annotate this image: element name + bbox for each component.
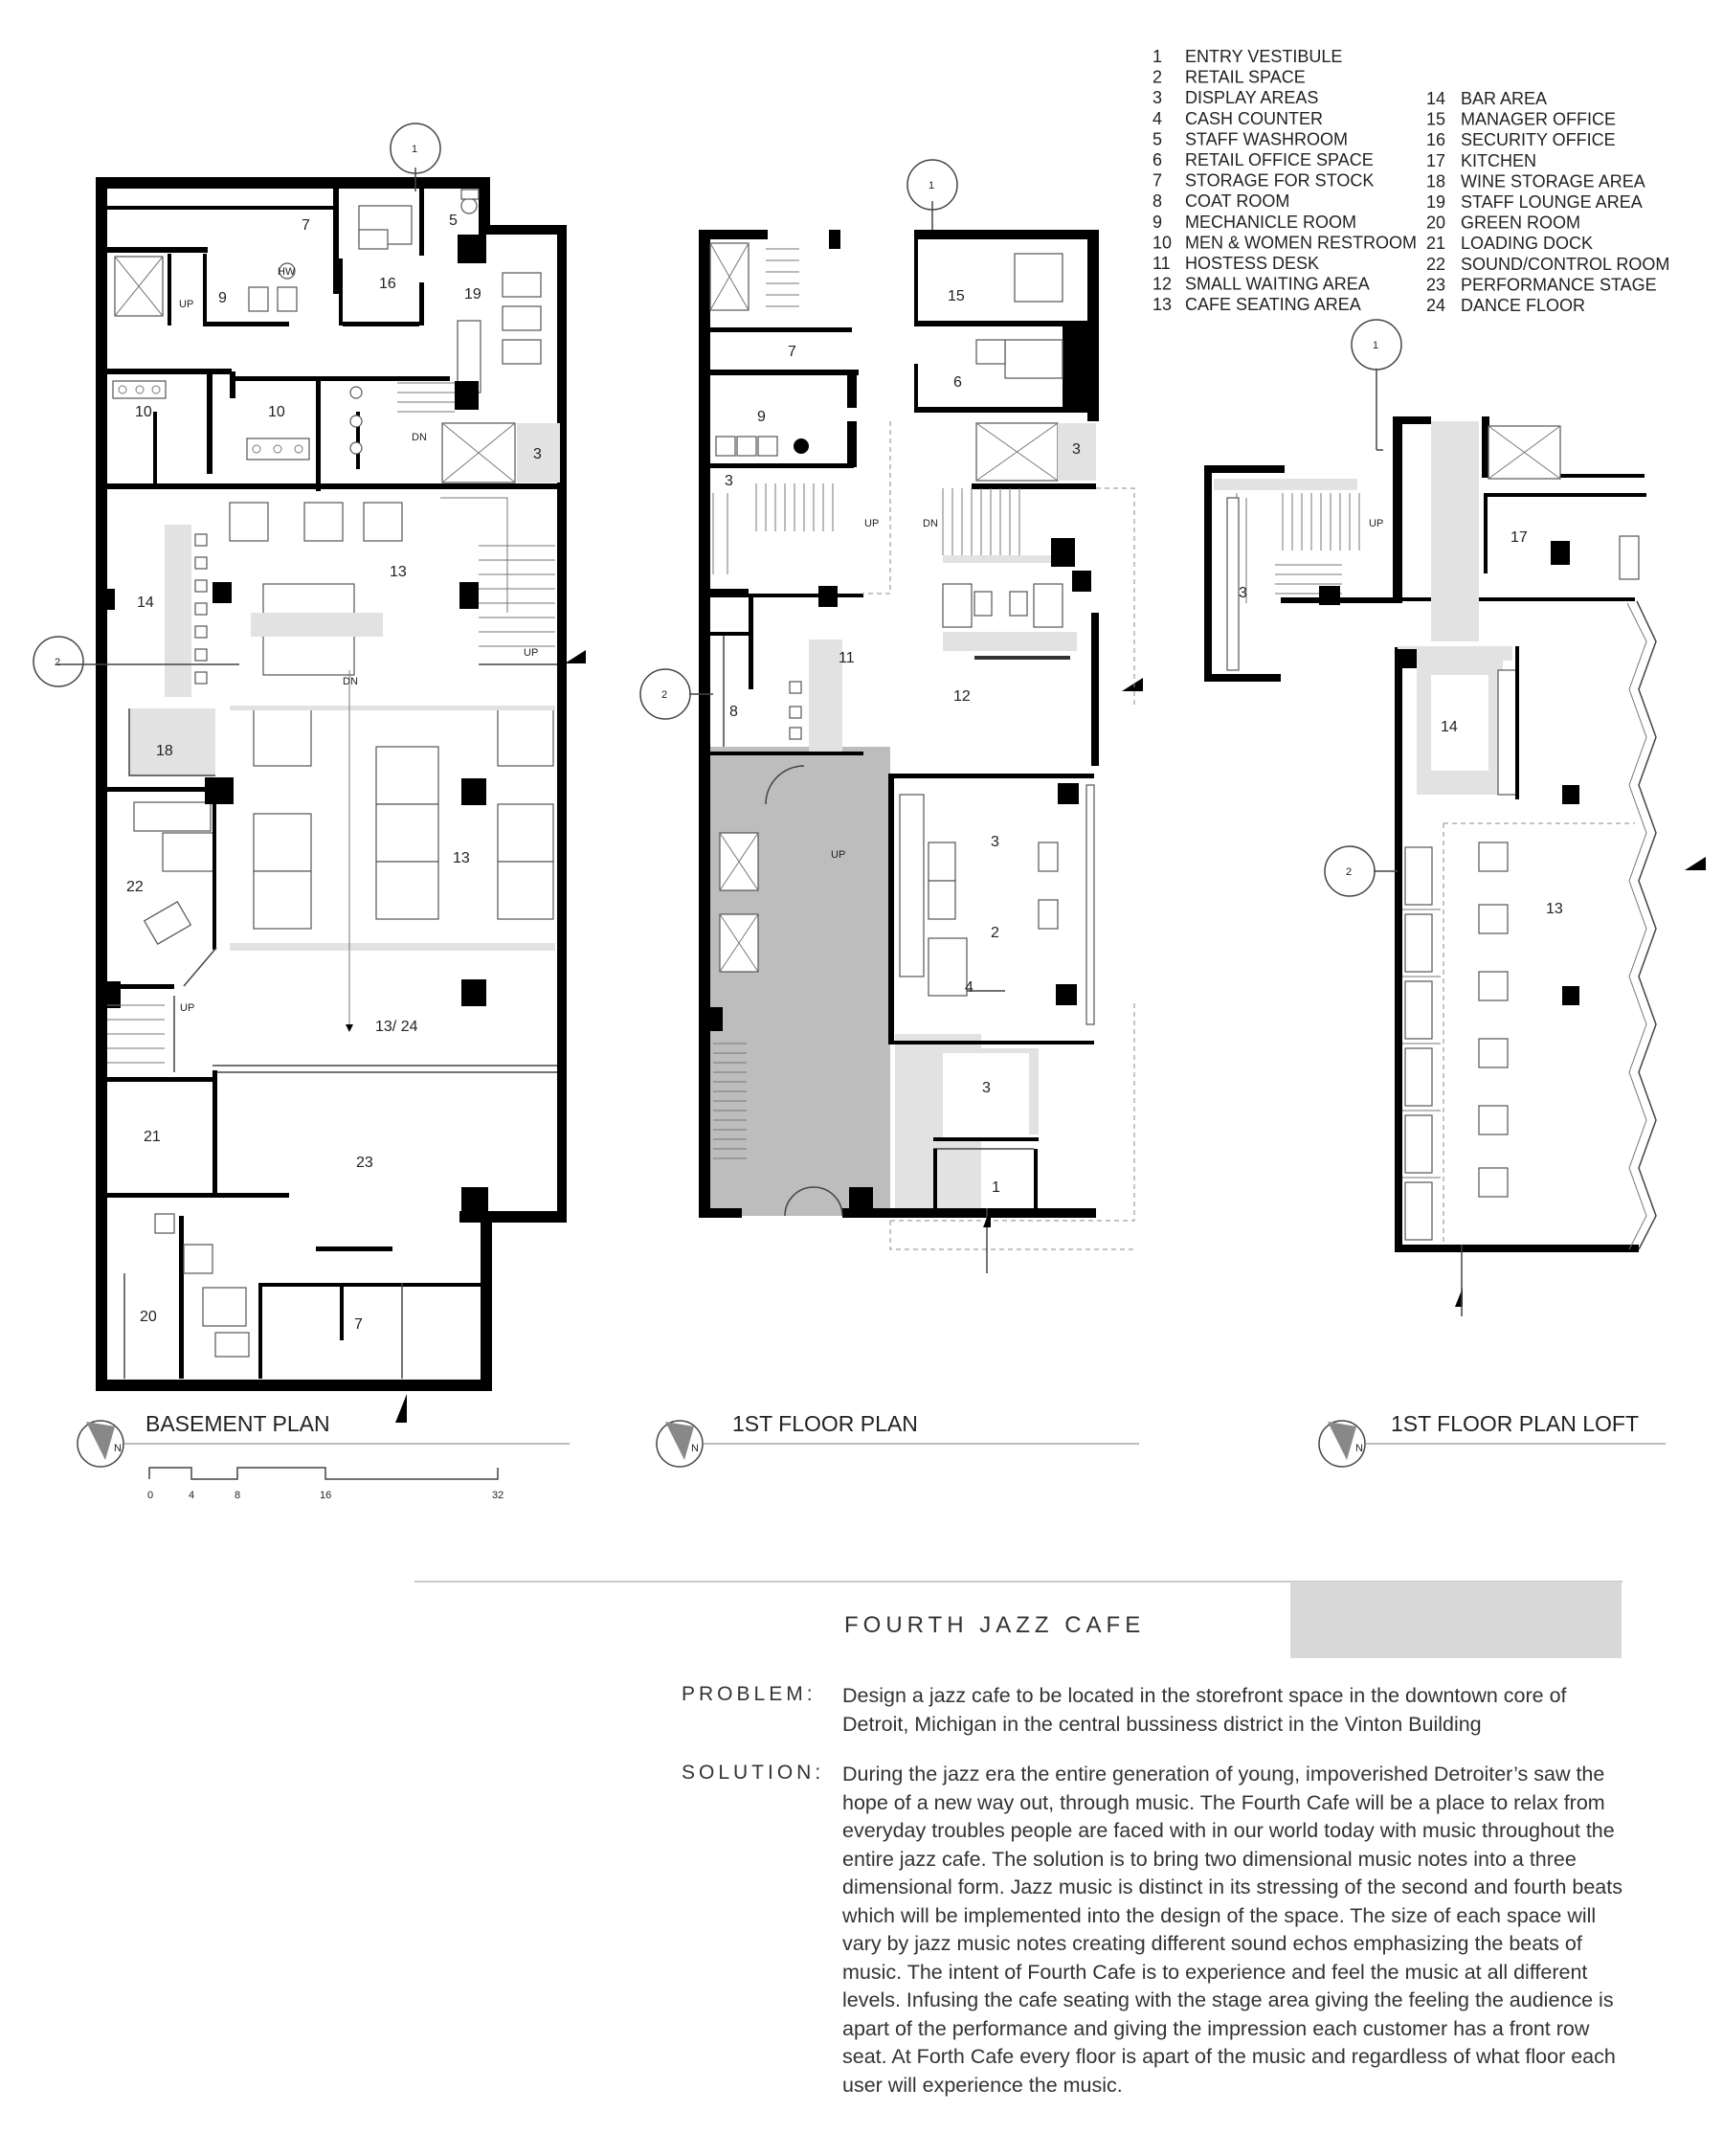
legend-number: 4	[1152, 108, 1163, 128]
legend-number: 23	[1426, 275, 1446, 295]
room-legend	[1152, 47, 1669, 315]
room-label: 7	[302, 217, 310, 234]
room-label: 9	[218, 290, 227, 306]
legend-room-name: ENTRY VESTIBULE	[1185, 47, 1343, 66]
svg-text:1: 1	[412, 144, 418, 155]
stair-up-note: UP	[831, 849, 846, 861]
legend-room-name: RETAIL OFFICE SPACE	[1185, 150, 1374, 169]
room-label: 19	[464, 286, 481, 303]
legend-col1	[1152, 47, 1417, 314]
room-label: 8	[729, 704, 738, 720]
stair-up-note: UP	[179, 299, 194, 310]
legend-number: 20	[1426, 213, 1446, 233]
plan-title: 1ST FLOOR PLAN LOFT	[1391, 1411, 1640, 1436]
legend-number: 1	[1152, 47, 1163, 66]
legend-number: 21	[1426, 234, 1446, 254]
first-plan-title-block	[657, 1411, 1139, 1467]
section-marker-2	[1325, 846, 1375, 896]
room-label: 3	[533, 446, 542, 462]
svg-text:0: 0	[147, 1490, 154, 1501]
legend-number: 9	[1152, 212, 1163, 232]
legend-room-name: SECURITY OFFICE	[1461, 130, 1616, 150]
stair-up-note: UP	[864, 518, 880, 529]
room-label: 3	[1072, 441, 1081, 458]
room-label: 13	[453, 850, 470, 866]
legend-room-name: DANCE FLOOR	[1461, 296, 1586, 315]
room-label: 1	[992, 1179, 1000, 1196]
room-label: 15	[948, 288, 965, 304]
legend-room-name: DISPLAY AREAS	[1185, 88, 1319, 108]
legend-number: 24	[1426, 296, 1446, 315]
legend-number: 5	[1152, 129, 1163, 149]
room-label: 3	[1239, 585, 1247, 601]
legend-room-name: GREEN ROOM	[1461, 213, 1581, 233]
room-label: 10	[268, 404, 285, 420]
legend-room-name: HOSTESS DESK	[1185, 254, 1320, 273]
solution-text: During the jazz era the entire generation of young, impoverished Detroiter’s saw the hope of a new way out, through music. The Fourth Cafe will be a place to relax from everyday troubles people are faced with in our world today with music throughout the entire jazz cafe. The solution is to bring two dimensional music notes into a three dimensional form. Jazz music is distinct in its stressing of the second and fourth beats which will be implemented into the design of the space. The size of each space will vary by jazz music notes creating different sound echos emphasizing the beats of music. The intent of Fourth Cafe is to experience and feel the music at all different levels. Infusing the cafe seating with the stage area giving the feeling the audience is apart of the performance and giving the impression each customer has a front row seat. At Forth Cafe every floor is apart of the music and regardless of what floor each user will experience the music.	[842, 1763, 1622, 2097]
room-label: 13/ 24	[375, 1019, 418, 1035]
legend-number: 8	[1152, 191, 1163, 212]
legend-room-name: CAFE SEATING AREA	[1185, 295, 1361, 315]
legend-room-name: STAFF LOUNGE AREA	[1461, 192, 1643, 212]
legend-room-name: SOUND/CONTROL ROOM	[1461, 254, 1670, 274]
legend-number: 7	[1152, 170, 1163, 191]
svg-text:N: N	[691, 1443, 699, 1454]
room-label: 18	[156, 743, 173, 759]
svg-text:4: 4	[189, 1490, 195, 1501]
plan-title: 1ST FLOOR PLAN	[732, 1411, 918, 1436]
solution-label: SOLUTION:	[682, 1762, 825, 1784]
room-label: 13	[1546, 901, 1563, 917]
room-label: 17	[1510, 529, 1528, 546]
legend-number: 10	[1152, 233, 1173, 253]
room-label: 21	[144, 1129, 161, 1145]
legend-room-name: STORAGE FOR STOCK	[1185, 170, 1375, 191]
room-label: 13	[390, 564, 407, 580]
svg-text:2: 2	[661, 689, 668, 701]
legend-number: 2	[1152, 67, 1163, 87]
legend-room-name: KITCHEN	[1461, 150, 1537, 170]
problem-text: Design a jazz cafe to be located in the storefront space in the downtown core of Detroit, Michigan in the central bussiness district in the Vinton Building	[842, 1684, 1567, 1736]
first-floor-plan	[640, 160, 1143, 1467]
legend-number: 12	[1152, 274, 1173, 294]
room-label: 10	[135, 404, 152, 420]
loft-plan	[1204, 320, 1706, 1467]
legend-room-name: RETAIL SPACE	[1185, 67, 1306, 87]
stair-up-note: UP	[1369, 518, 1384, 529]
room-label: 9	[757, 409, 766, 425]
legend-number: 3	[1152, 88, 1163, 108]
scale-bar	[147, 1468, 503, 1501]
legend-col2	[1426, 89, 1669, 315]
section-marker-1	[1352, 320, 1401, 370]
stair-down-note: DN	[412, 432, 427, 443]
legend-number: 22	[1426, 254, 1446, 274]
svg-text:2: 2	[55, 657, 61, 668]
room-label: 7	[788, 344, 796, 360]
loft-tables	[1479, 842, 1508, 1197]
section-marker-2	[640, 669, 690, 719]
svg-text:32: 32	[492, 1490, 504, 1501]
legend-room-name: WINE STORAGE AREA	[1461, 171, 1645, 191]
svg-text:1: 1	[929, 180, 935, 191]
svg-text:N: N	[114, 1443, 122, 1454]
legend-number: 18	[1426, 171, 1446, 191]
room-label: 3	[725, 473, 733, 489]
room-label: 12	[953, 688, 971, 705]
section-marker-1	[391, 124, 440, 173]
legend-room-name: BAR AREA	[1461, 89, 1548, 108]
legend-room-name: LOADING DOCK	[1461, 234, 1594, 254]
room-label: 20	[140, 1309, 157, 1325]
legend-room-name: MANAGER OFFICE	[1461, 109, 1617, 129]
legend-room-name: MECHANICLE ROOM	[1185, 212, 1357, 232]
stair-up-note: UP	[524, 647, 539, 659]
project-title: FOURTH JAZZ CAFE	[844, 1612, 1146, 1638]
stair-down-note: DN	[923, 518, 938, 529]
room-label: 14	[1441, 719, 1458, 735]
svg-text:N: N	[1355, 1443, 1363, 1454]
room-label: 14	[137, 595, 154, 611]
basement-plan	[34, 124, 586, 1501]
legend-room-name: PERFORMANCE STAGE	[1461, 275, 1657, 295]
plan-title: BASEMENT PLAN	[145, 1411, 330, 1436]
loft-plan-title-block	[1319, 1411, 1666, 1467]
room-label: 22	[126, 879, 144, 895]
legend-room-name: STAFF WASHROOM	[1185, 129, 1348, 149]
legend-number: 15	[1426, 109, 1446, 129]
room-label: 16	[379, 276, 396, 292]
room-label: 2	[991, 925, 999, 941]
svg-text:8: 8	[235, 1490, 241, 1501]
room-label: 23	[356, 1155, 373, 1171]
hot-water-label: HW	[278, 266, 296, 278]
svg-text:1: 1	[1373, 340, 1379, 351]
room-label: 3	[991, 834, 999, 850]
legend-number: 17	[1426, 150, 1446, 170]
room-label: 3	[982, 1080, 991, 1096]
stair-up-note: UP	[180, 1002, 195, 1014]
problem-label: PROBLEM:	[682, 1683, 817, 1705]
room-label: 11	[839, 650, 855, 666]
svg-text:16: 16	[320, 1490, 332, 1501]
room-label: 6	[953, 374, 962, 391]
section-marker-2	[34, 637, 83, 686]
legend-room-name: SMALL WAITING AREA	[1185, 274, 1370, 294]
stair-down-note: DN	[343, 676, 358, 687]
legend-number: 11	[1152, 254, 1171, 273]
legend-number: 13	[1152, 295, 1173, 315]
svg-text:2: 2	[1346, 866, 1353, 878]
legend-room-name: CASH COUNTER	[1185, 108, 1324, 128]
room-label: 5	[449, 213, 458, 229]
legend-room-name: MEN & WOMEN RESTROOM	[1185, 233, 1417, 253]
legend-number: 14	[1426, 89, 1446, 108]
room-label: 7	[354, 1316, 363, 1333]
legend-number: 6	[1152, 150, 1163, 169]
legend-room-name: COAT ROOM	[1185, 191, 1290, 212]
room-label: 4	[965, 979, 973, 996]
legend-number: 16	[1426, 130, 1446, 150]
legend-number: 19	[1426, 192, 1446, 212]
basement-plan-title-block	[78, 1411, 570, 1467]
